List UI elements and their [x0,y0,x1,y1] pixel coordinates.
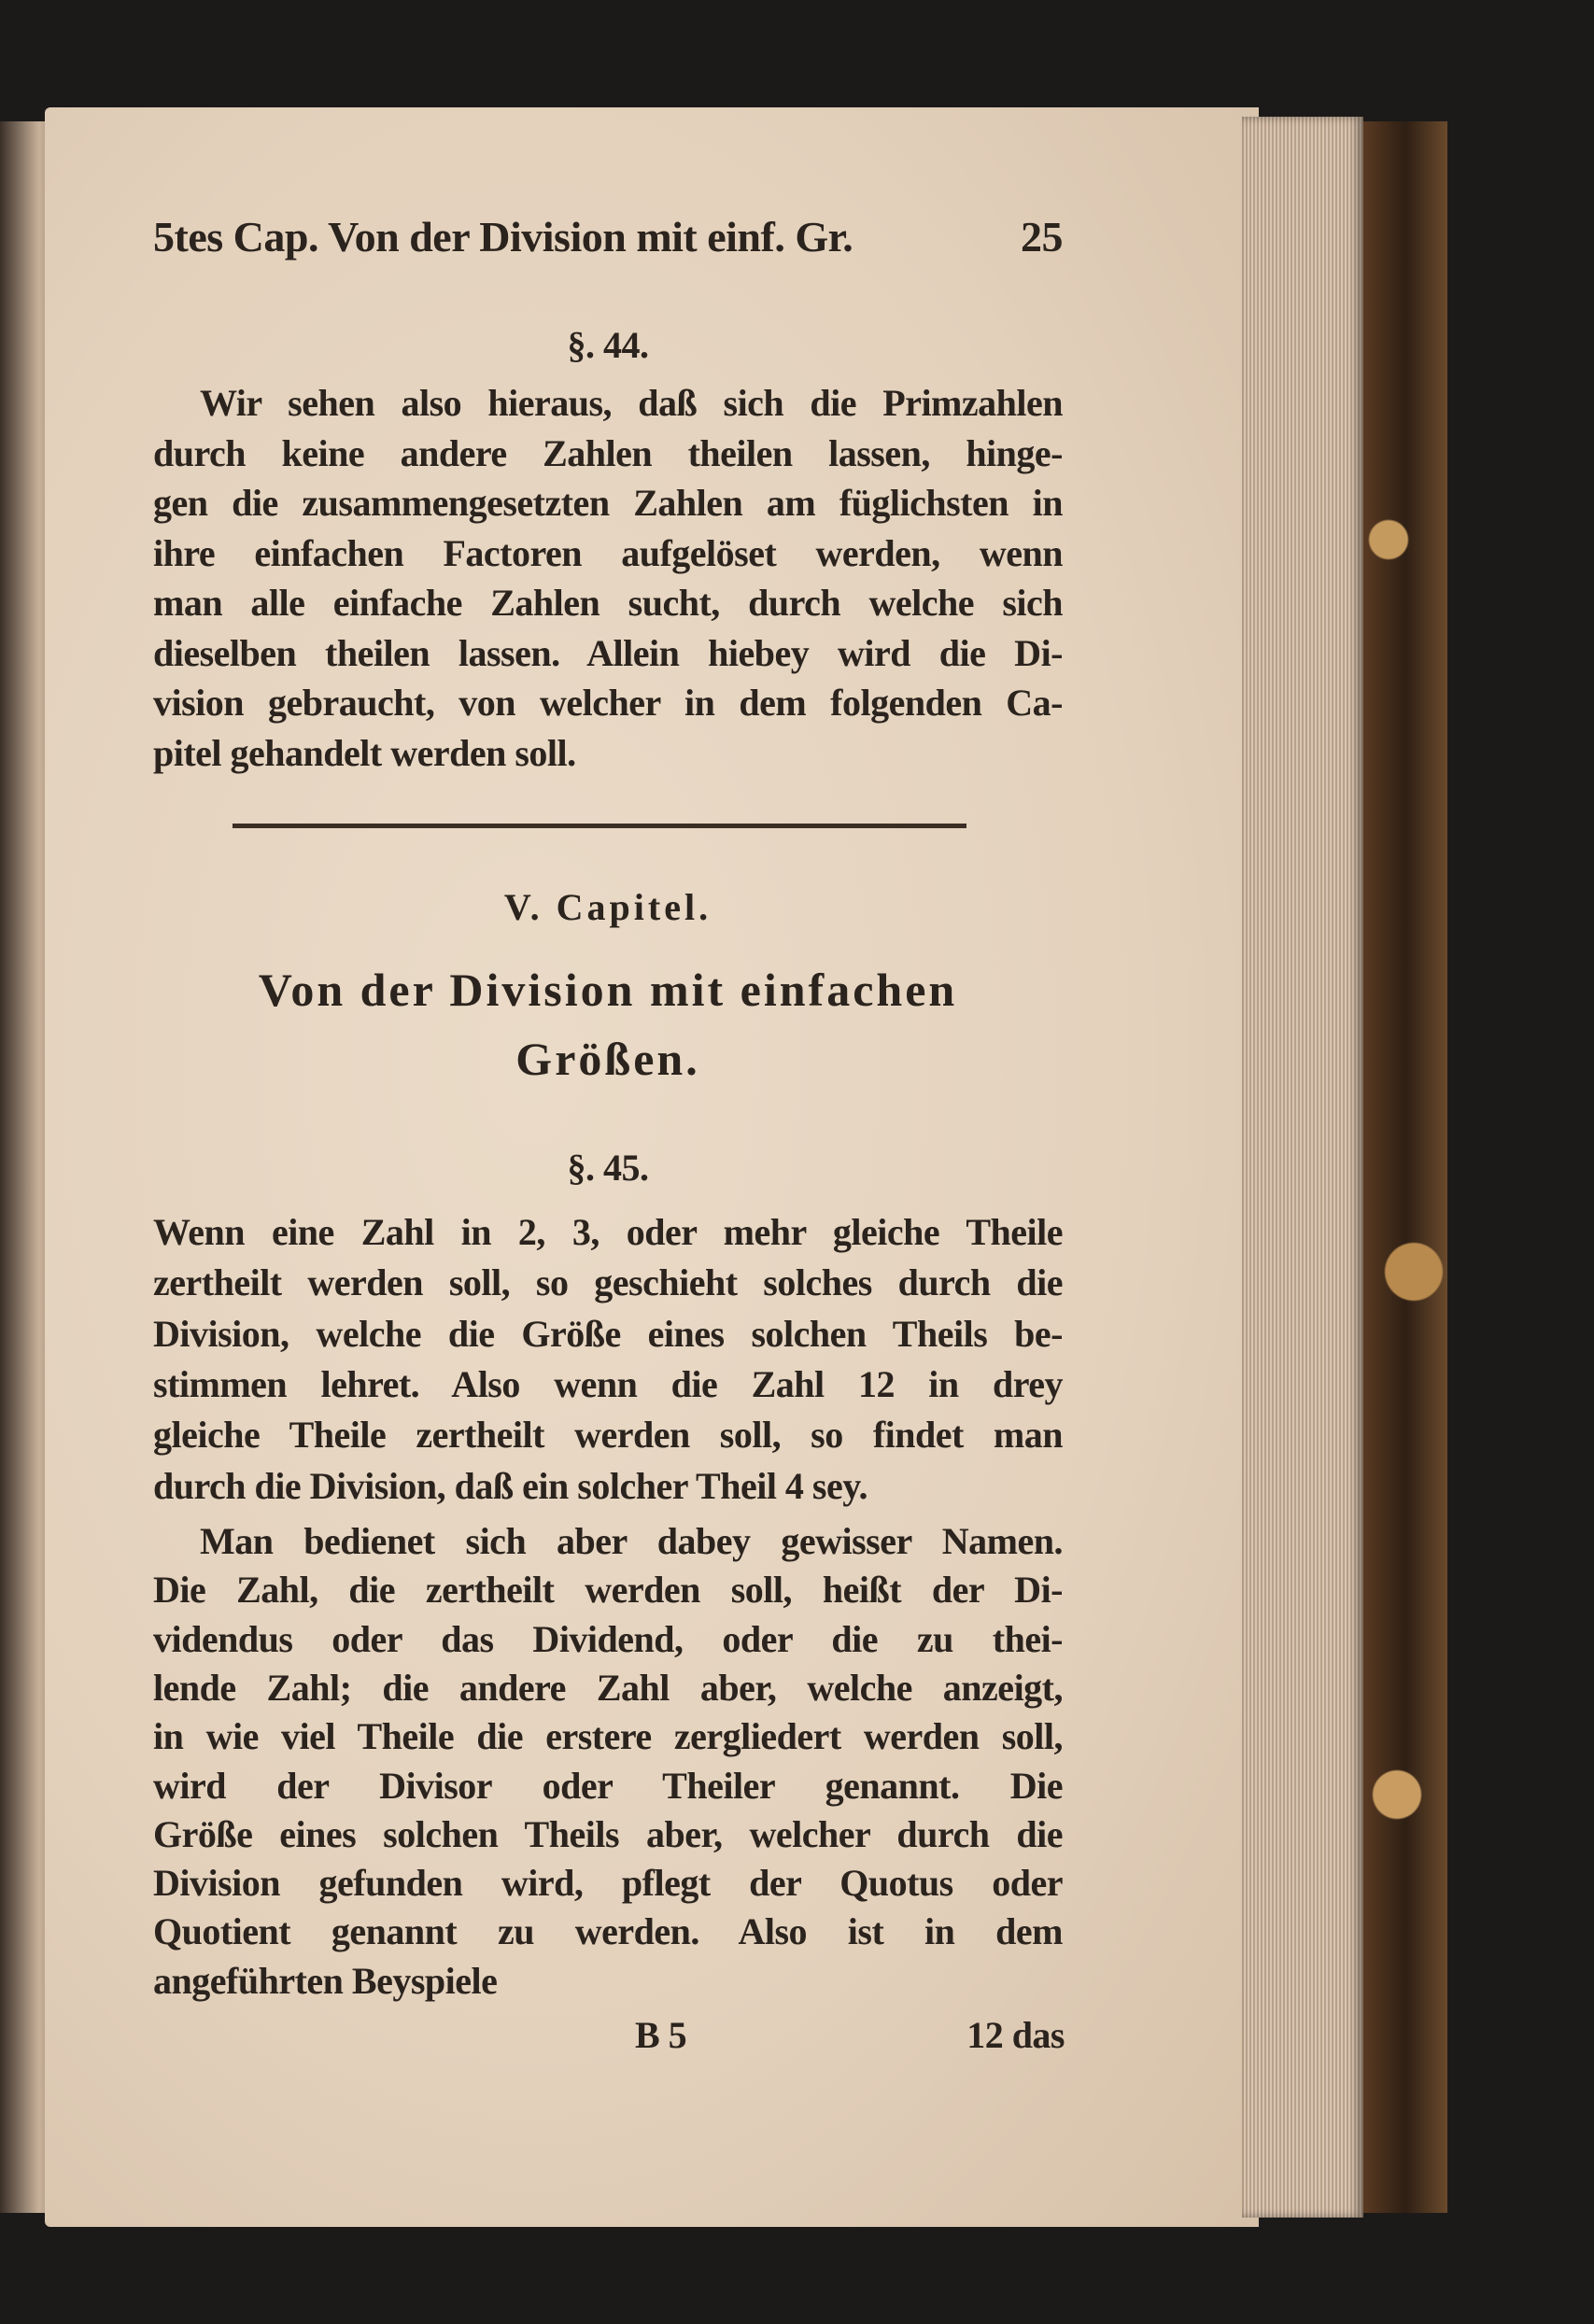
text-line: zertheilt werden soll, so geschieht solches durch die [153,1261,1063,1304]
section-mark-44: §. 44. [567,324,649,366]
text-line: Quotient genannt zu werden. Also ist in dem [153,1910,1063,1953]
text-line: videndus oder das Dividend, oder die zu thei- [153,1617,1063,1660]
text-line: ihre einfachen Factoren aufgelöset werden, wenn [153,531,1063,574]
page-number: 25 [1021,213,1063,261]
text-line: Division, welche die Größe eines solchen Theils be- [153,1312,1063,1355]
text-line: Wir sehen also hieraus, daß sich die Primzahlen [200,382,1063,424]
signature-mark: B 5 [635,2014,687,2056]
page-edges [1242,117,1363,2218]
running-title: 5tes Cap. Von der Division mit einf. Gr. [153,213,853,261]
text-line: durch keine andere Zahlen theilen lassen, hinge- [153,431,1063,474]
text-line: Die Zahl, die zertheilt werden soll, heißt der Di- [153,1569,1063,1612]
chapter-number: V. Capitel. [503,886,712,928]
chapter-title-line2: Größen. [515,1033,700,1085]
chapter-title-line1: Von der Division mit einfachen [258,964,958,1016]
chapter-divider-rule [233,824,966,828]
section-mark-45: §. 45. [567,1147,649,1189]
text-line: gleiche Theile zertheilt werden soll, so findet man [153,1414,1063,1457]
running-header [153,211,1063,263]
text-line: Man bedienet sich aber dabey gewisser Namen. [200,1520,1063,1562]
text-line: pitel gehandelt werden soll. [153,731,576,774]
text-line: in wie viel Theile die erstere zergliedert werden soll, [153,1715,1063,1758]
marbled-cover [1363,121,1447,2213]
text-line: vision gebraucht, von welcher in dem folgenden Ca- [153,682,1063,724]
text-line: gen die zusammengesetzten Zahlen am füglichsten in [153,482,1063,524]
text-line: man alle einfache Zahlen sucht, durch welche sich [153,582,1063,624]
catchword: 12 das [966,2014,1065,2056]
text-line: angeführten Beyspiele [153,1959,498,2002]
text-line: durch die Division, daß ein solcher Theil 4 sey. [153,1464,868,1507]
text-line: stimmen lehret. Also wenn die Zahl 12 in drey [153,1362,1063,1405]
text-line: Wenn eine Zahl in 2, 3, oder mehr gleiche Theile [153,1211,1063,1253]
text-line: Division gefunden wird, pflegt der Quotus oder [153,1862,1063,1905]
text-line: lende Zahl; die andere Zahl aber, welche anzeigt, [153,1666,1063,1709]
text-line: wird der Divisor oder Theiler genannt. Die [153,1764,1063,1807]
text-line: dieselben theilen lassen. Allein hiebey wird die Di- [153,631,1063,674]
text-line: Größe eines solchen Theils aber, welcher durch die [153,1812,1063,1855]
